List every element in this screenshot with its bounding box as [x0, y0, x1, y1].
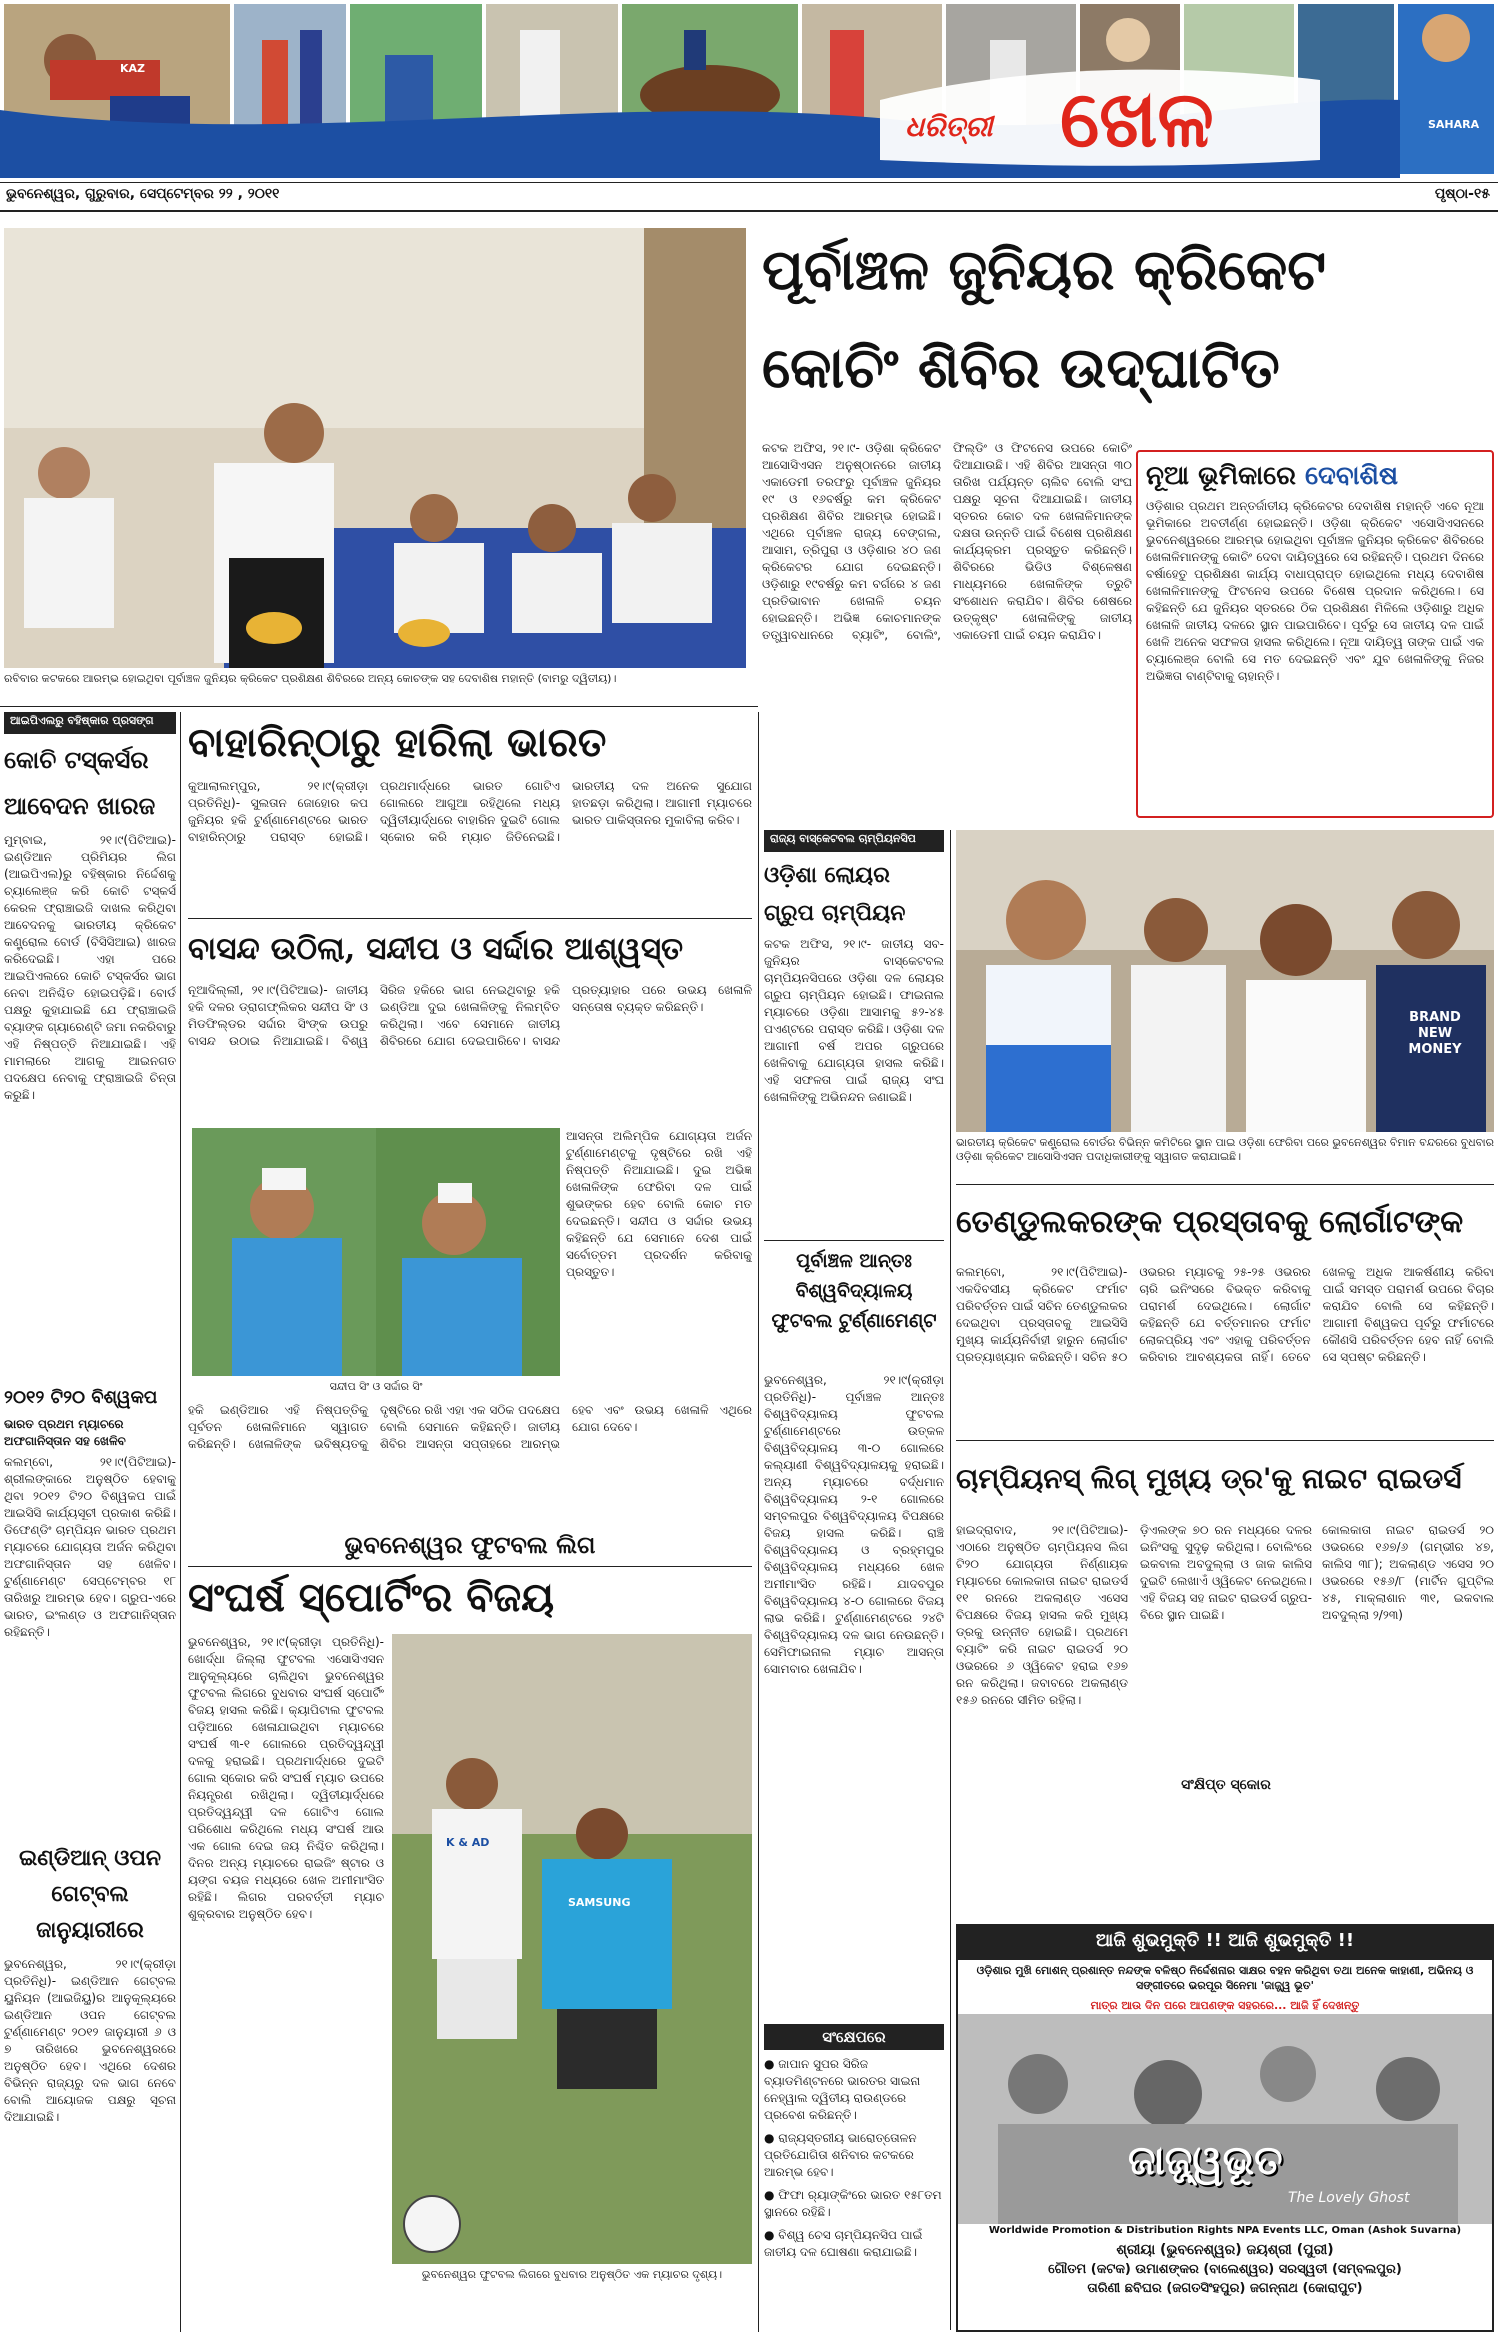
- ad-poster: [958, 2014, 1492, 2224]
- hockey-body: କୁଆଲାଲମ୍ପୁର, ୨୧।୯(କ୍ରୀଡ଼ା ପ୍ରତିନିଧି)- ସୁଲତାନ ଜୋହୋର କପ ଜୁନିୟର ହକି ଟୁର୍ଣ୍ଣାମେଣ୍ଟରେ ଭାରତ ବାହାରିନ୍ଠାରୁ ପରାସ୍ତ ହୋଇଛି। ପ୍ରଥମାର୍ଦ୍ଧରେ ଭାରତ ଗୋଟିଏ ଗୋଲରେ ଆଗୁଆ ରହିଥିଲେ ମଧ୍ୟ ଦ୍ୱିତୀୟାର୍ଦ୍ଧରେ ବାହାରିନ ଦୁଇଟି ଗୋଲ ସ୍କୋର କରି ମ୍ୟାଚ ଜିତିନେଇଛି। ଭାରତୀୟ ଦଳ ଅନେକ ସୁଯୋଗ ହାତଛଡ଼ା କରିଥିଲା। ଆଗାମୀ ମ୍ୟାଚରେ ଭାରତ ପାକିସ୍ତାନର ମୁକାବିଲା କରିବ।: [188, 779, 752, 844]
- dateline: ଭୁବନେଶ୍ୱର, ଗୁରୁବାର, ସେପ୍ଟେମ୍ବର ୨୨ , ୨୦୧୧: [6, 186, 280, 202]
- odisha-lower-body: କଟକ ଅଫିସ, ୨୧।୯- ଜାତୀୟ ସବ-ଜୁନିୟର ବାସ୍କେଟବଲ ଚାମ୍ପିୟନସିପରେ ଓଡ଼ିଶା ଦଳ ଲୋୟର ଗ୍ରୁପ ଚାମ୍ପିୟନ ହୋଇଛି। ଫାଇନାଲ ମ୍ୟାଚରେ ଓଡ଼ିଶା ଆସାମକୁ ୫୨-୪୫ ପଏଣ୍ଟରେ ପରାସ୍ତ କରିଛି। ଓଡ଼ିଶା ଦଳ ଆଗାମୀ ବର୍ଷ ଅପର ଗ୍ରୁପରେ ଖେଳିବାକୁ ଯୋଗ୍ୟତା ହାସଲ କରିଛି। ଏହି ସଫଳତା ପାଇଁ ରାଜ୍ୟ ସଂଘ ଖେଳାଳିଙ୍କୁ ଅଭିନନ୍ଦନ ଜଣାଇଛି।: [764, 937, 944, 1104]
- jersey-text-samsung: SAMSUNG: [568, 1896, 631, 1909]
- football-players-photo: [392, 1634, 752, 2264]
- tendulkar-headline: ତେଣ୍ଡୁଲକରଙ୍କ ପ୍ରସ୍ତାବକୁ ଲୋର୍ଗାଟଙ୍କ: [956, 1204, 1464, 1240]
- tendulkar-body: କଲମ୍ବୋ, ୨୧।୯(ପିଟିଆଇ)- ଏକଦିବସୀୟ କ୍ରିକେଟ ଫର୍ମାଟ ପରିବର୍ତ୍ତନ ପାଇଁ ସଚିନ ତେଣ୍ଡୁଲକର ଦେଇଥିବା ପ୍ରସ୍ତାବକୁ ଆଇସିସି ମୁଖ୍ୟ କାର୍ଯ୍ୟନିର୍ବାହୀ ହାରୁନ ଲୋର୍ଗାଟ ପ୍ରତ୍ୟାଖ୍ୟାନ କରିଛନ୍ତି। ସଚିନ ୫୦ ଓଭରର ମ୍ୟାଚକୁ ୨୫-୨୫ ଓଭରର ଚାରି ଇନିଂସରେ ବିଭକ୍ତ କରିବାକୁ ପରାମର୍ଶ ଦେଇଥିଲେ। ଲୋର୍ଗାଟ କହିଛନ୍ତି ଯେ ବର୍ତ୍ତମାନର ଫର୍ମାଟ ଲୋକପ୍ରିୟ ଏବଂ ଏହାକୁ ପରିବର୍ତ୍ତନ କରିବାର ଆବଶ୍ୟକତା ନାହିଁ। ତେବେ ଖେଳକୁ ଅଧିକ ଆକର୍ଷଣୀୟ କରିବା ପାଇଁ ସମସ୍ତ ପରାମର୍ଶ ଉପରେ ବିଚାର କରାଯିବ ବୋଲି ସେ କହିଛନ୍ତି। ଆଗାମୀ ବିଶ୍ୱକପ ପୂର୍ବରୁ ଫର୍ମାଟରେ କୌଣସି ପରିବର୍ତ୍ତନ ହେବ ନାହିଁ ବୋଲି ସେ ସ୍ପଷ୍ଟ କରିଛନ୍ତି।: [956, 1265, 1494, 1364]
- university-football-body: ଭୁବନେଶ୍ୱର, ୨୧।୯(କ୍ରୀଡ଼ା ପ୍ରତିନିଧି)- ପୂର୍ବାଞ୍ଚଳ ଆନ୍ତଃ ବିଶ୍ୱବିଦ୍ୟାଳୟ ଫୁଟବଲ ଟୁର୍ଣ୍ଣାମେଣ୍ଟରେ ଉତ୍କଳ ବିଶ୍ୱବିଦ୍ୟାଳୟ ୩-୦ ଗୋଲରେ କଲ୍ୟାଣୀ ବିଶ୍ୱବିଦ୍ୟାଳୟକୁ ହରାଇଛି। ଅନ୍ୟ ମ୍ୟାଚରେ ବର୍ଦ୍ଧମାନ ବିଶ୍ୱବିଦ୍ୟାଳୟ ୨-୧ ଗୋଲରେ ସମ୍ବଲପୁର ବିଶ୍ୱବିଦ୍ୟାଳୟ ବିପକ୍ଷରେ ବିଜୟ ହାସଲ କରିଛି। ରାଞ୍ଚି ବିଶ୍ୱବିଦ୍ୟାଳୟ ଓ ବ୍ରହ୍ମପୁର ବିଶ୍ୱବିଦ୍ୟାଳୟ ମଧ୍ୟରେ ଖେଳ ଅମୀମାଂସିତ ରହିଛି। ଯାଦବପୁର ବିଶ୍ୱବିଦ୍ୟାଳୟ ୪-୦ ଗୋଲରେ ବିଜୟ ଲାଭ କରିଛି। ଟୁର୍ଣ୍ଣାମେଣ୍ଟରେ ୨୪ଟି ବିଶ୍ୱବିଦ୍ୟାଳୟ ଦଳ ଭାଗ ନେଉଛନ୍ତି। ସେମିଫାଇନାଲ ମ୍ୟାଚ ଆସନ୍ତା ସୋମବାର ଖେଳାଯିବ।: [764, 1373, 944, 1676]
- odisha-lower-headline-2: ଗ୍ରୁପ ଚାମ୍ପିୟନ: [764, 900, 906, 926]
- col3-rule-1: [764, 1240, 944, 1241]
- lead-rule: [0, 706, 758, 707]
- brief-text: ରାଜ୍ୟସ୍ତରୀୟ ଭାରୋତ୍ତୋଳନ ପ୍ରତିଯୋଗିତା ଶନିବାର କଟକରେ ଆରମ୍ଭ ହେବ।: [764, 2131, 917, 2179]
- col4-rule-1: [956, 1184, 1494, 1185]
- page-number: ପୃଷ୍ଠା-୧୫: [1434, 186, 1490, 202]
- t20-headline: ୨୦୧୨ ଟି୨୦ ବିଶ୍ୱକପ: [4, 1387, 158, 1408]
- lead-headline-line1: ପୂର୍ବାଞ୍ଚଳ ଜୁନିୟର କ୍ରିକେଟ: [762, 237, 1327, 303]
- devashish-box-title: ନୂଆ ଭୂମିକାରେ: [1146, 461, 1296, 491]
- kochi-headline-2: ଆବେଦନ ଖାରଜ: [4, 791, 156, 820]
- col-rule-3: [950, 830, 951, 2330]
- col-rule-2: [758, 712, 759, 2332]
- ad-theaters-3: ତାରିଣୀ ଛବିଘର (ଜଗତସିଂହପୁର) ଜଗନ୍ନାଥ (କୋରାପୁଟ): [1087, 2281, 1363, 2296]
- lead-photo: [4, 228, 746, 668]
- jersey-text-kad: K & AD: [446, 1836, 490, 1849]
- devashish-box: [1136, 450, 1494, 818]
- gateball-headline: ଇଣ୍ଡିଆନ୍ ଓପନ ଗେଟ୍‌ବଲ ଜାନୁୟାରୀରେ: [18, 1845, 162, 1943]
- kkr-body-2: ଡ଼ିଏଲଙ୍କ ୭୦ ରନ ମଧ୍ୟରେ ଦଳର ଇନିଂସକୁ ସୁଦୃଢ଼ କରିଥିଲା। ବୋଲିଂରେ ଇକବାଲ ଅବଦୁଲ୍ଲା ଓ ଜାକ କାଲିସ ଦୁଇଟି ଲେଖାଏଁ ଓ୍ୱିକେଟ ନେଇଥିଲେ। ଏହି ବିଜୟ ସହ ନାଇଟ ରାଇଡର୍ସ ଗ୍ରୁପ-ବିରେ ସ୍ଥାନ ପାଇଛି।: [1140, 1523, 1312, 1622]
- hockey-players-photo: [192, 1128, 560, 1376]
- masthead: [0, 0, 1498, 178]
- lead-photo-caption: ରବିବାର କଟକରେ ଆରମ୍ଭ ହୋଇଥିବା ପୂର୍ବାଞ୍ଚଳ ଜୁନିୟର କ୍ରିକେଟ ପ୍ରଶିକ୍ଷଣ ଶିବିରରେ ଅନ୍ୟ କୋଚଙ୍କ ସହ ଦେବାଶିଷ ମହାନ୍ତି (ବାମରୁ ଦ୍ୱିତୀୟ)।: [4, 672, 617, 685]
- sandeep-photo: [192, 1128, 560, 1376]
- basketball-label: ରାଜ୍ୟ ବାସ୍କେଟବଲ ଚାମ୍ପିୟନସିପ: [764, 830, 944, 852]
- kochi-headline-1: କୋଚି ଟସ୍କର୍ସର: [4, 745, 149, 774]
- movie-ad: [956, 1924, 1494, 2332]
- hockey-headline: ବାହାରିନ୍ଠାରୁ ହାରିଲା ଭାରତ: [188, 719, 607, 766]
- kkr-headline: ଚାମ୍ପିୟନସ୍ ଲିଗ୍ ମୁଖ୍ୟ ଡ୍ର'କୁ ନାଇଟ ରାଇଡର୍ସ: [956, 1462, 1462, 1495]
- brief-item: ● ଫିଫା ର‌୍ୟାଙ୍କିଂରେ ଭାରତ ୧୫୮ତମ ସ୍ଥାନରେ ରହିଛି।: [764, 2188, 942, 2219]
- brand-logo: ଧରିତ୍ରୀ: [905, 110, 993, 143]
- football-league-kicker: ଭୁବନେଶ୍ୱର ଫୁଟବଲ ଲିଗ: [344, 1530, 596, 1559]
- brief-item: ● ରାଜ୍ୟସ୍ତରୀୟ ଭାରୋତ୍ତୋଳନ ପ୍ରତିଯୋଗିତା ଶନିବାର କଟକରେ ଆରମ୍ଭ ହେବ।: [764, 2131, 917, 2179]
- oca-photo: [956, 830, 1494, 1132]
- kicker-rule: [188, 1566, 752, 1567]
- kochi-body: ମୁମ୍ବାଇ, ୨୧।୯(ପିଟିଆଇ)- ଇଣ୍ଡିଆନ ପ୍ରିମିୟର ଲିଗ (ଆଇପିଏଲ)ରୁ ବହିଷ୍କାର ନିର୍ଦ୍ଦେଶକୁ ଚ୍ୟାଲେଞ୍ଜ କରି କୋଚି ଟସ୍କର୍ସ କେରଳ ଫ୍ରାଞ୍ଚାଇଜି ଦାଖଲ କରିଥିବା ଆବେଦନକୁ ଭାରତୀୟ କ୍ରିକେଟ କଣ୍ଟ୍ରୋଲ ବୋର୍ଡ (ବିସିସିଆଇ) ଖାରଜ କରିଦେଇଛି। ଏହା ପରେ ଆଇପିଏଲରେ କୋଚି ଟସ୍କର୍ସର ଭାଗ ନେବା ଅନିଶ୍ଚିତ ହୋଇପଡ଼ିଛି। ବୋର୍ଡ ପକ୍ଷରୁ କୁହାଯାଇଛି ଯେ ଫ୍ରାଞ୍ଚାଇଜି ବ୍ୟାଙ୍କ ଗ୍ୟାରେଣ୍ଟି ଜମା ନକରିବାରୁ ଏହି ନିଷ୍ପତ୍ତି ନିଆଯାଇଛି। ଏହି ମାମଲାରେ ଆଗକୁ ଆଇନଗତ ପଦକ୍ଷେପ ନେବାକୁ ଫ୍ରାଞ୍ଚାଇଜି ଚିନ୍ତା କରୁଛି।: [4, 833, 176, 1102]
- devashish-box-name: ଦେବାଶିଷ: [1304, 461, 1399, 491]
- sandeep-body-3: ହକି ଇଣ୍ଡିଆର ଏହି ନିଷ୍ପତ୍ତିକୁ ପୂର୍ବତନ ଖେଳାଳିମାନେ ସ୍ୱାଗତ କରିଛନ୍ତି। ଖେଳାଳିଙ୍କ ଭବିଷ୍ୟତକୁ ଦୃଷ୍ଟିରେ ରଖି ଏହା ଏକ ସଠିକ ପଦକ୍ଷେପ ବୋଲି ସେମାନେ କହିଛନ୍ତି। ଜାତୀୟ ଶିବିର ଆସନ୍ତା ସପ୍ତାହରେ ଆରମ୍ଭ ହେବ ଏବଂ ଉଭୟ ଖେଳାଳି ଏଥିରେ ଯୋଗ ଦେବେ।: [188, 1403, 752, 1451]
- coaches-photo: [4, 228, 746, 668]
- briefs-title: ସଂକ୍ଷେପରେ: [764, 2024, 944, 2050]
- col4-rule-2: [956, 1440, 1494, 1441]
- ad-credits: Worldwide Promotion & Distribution Rights NPA Events LLC, Oman (Ashok Suvarna): [988, 2225, 1462, 2236]
- ad-movie-title: ଜାଜ୍ଜ୍ୱଭୂତ: [1128, 2137, 1283, 2184]
- briefs-list: [764, 2056, 944, 2332]
- ad-tagline: ଓଡ଼ିଶାର ମୁଖି ମୋଶନ୍ ପ୍ରଶାନ୍ତ ନନ୍ଦଙ୍କ ବଳିଷ୍ଠ ନିର୍ଦ୍ଦେଶନାର ସାକ୍ଷର ବହନ କରିଥିବା ତଥା ଅନେକ କାହାଣୀ, ଅଭିନୟ ଓ ସଙ୍ଗୀତରେ ଭରପୂର ସିନେମା 'ଜାଜ୍ଜ୍ୱ ଭୂତ': [976, 1964, 1474, 1992]
- ipl-label: ଆଇପିଏଲରୁ ବହିଷ୍କାର ପ୍ରସଙ୍ଗ: [4, 712, 176, 734]
- oca-photo-caption: ଭାରତୀୟ କ୍ରିକେଟ କଣ୍ଟ୍ରୋଲ ବୋର୍ଡର ବିଭିନ୍ନ କମିଟିରେ ସ୍ଥାନ ପାଇ ଓଡ଼ିଶା ଫେରିବା ପରେ ଭୁବନେଶ୍ୱର ବିମାନ ବନ୍ଦରରେ ବୁଧବାର ଓଡ଼ିଶା କ୍ରିକେଟ ଆସୋସିଏସନ ପଦାଧିକାରୀଙ୍କୁ ସ୍ୱାଗତ କରାଯାଇଛି।: [956, 1136, 1494, 1163]
- brief-item: ● ବିଶ୍ୱ ଚେସ ଚାମ୍ପିୟନସିପ ପାଇଁ ଜାତୀୟ ଦଳ ଘୋଷଣା କରାଯାଇଛି।: [764, 2228, 923, 2259]
- tshirt-text: BRAND NEW MONEY: [1408, 1010, 1462, 1057]
- ad-movie-subtitle: The Lovely Ghost: [1288, 2190, 1410, 2206]
- col-rule-1: [180, 712, 181, 2332]
- kkr-col-2: [1140, 1522, 1312, 1920]
- university-football-headline: ପୂର୍ବାଞ୍ଚଳ ଆନ୍ତଃ ବିଶ୍ୱବିଦ୍ୟାଳୟ ଫୁଟବଲ ଟୁର୍ଣ୍ଣାମେଣ୍ଟ: [771, 1250, 937, 1332]
- jersey-label: SAHARA: [1428, 118, 1480, 131]
- brief-text: ଜାପାନ ସୁପର ସିରିଜ ବ୍ୟାଡମିଣ୍ଟନରେ ଭାରତର ସାଇନା ନେହ୍‌ୱାଲ ଦ୍ୱିତୀୟ ରାଉଣ୍ଡରେ ପ୍ରବେଶ କରିଛନ୍ତି।: [764, 2057, 921, 2122]
- sandeep-photo-caption: ସନ୍ଦୀପ ସିଂ ଓ ସର୍ଦ୍ଦାର ସିଂ: [329, 1380, 423, 1393]
- lead-body: କଟକ ଅଫିସ, ୨୧।୯- ଓଡ଼ିଶା କ୍ରିକେଟ ଆସୋସିଏସନ ଅନୁଷ୍ଠାନରେ ଜାତୀୟ ଏକାଡେମୀ ତରଫରୁ ପୂର୍ବାଞ୍ଚଳ ଜୁନିୟର ୧୯ ଓ ୧୬ବର୍ଷରୁ କମ କ୍ରିକେଟ ପ୍ରଶିକ୍ଷଣ ଶିବିର ଆରମ୍ଭ ହୋଇଛି। ଏଥିରେ ପୂର୍ବାଞ୍ଚଳ ରାଜ୍ୟ ବେଙ୍ଗଲ, ଆସାମ, ତ୍ରିପୁରା ଓ ଓଡ଼ିଶାର ୪୦ ଜଣ କ୍ରିକେଟର ଯୋଗ ଦେଇଛନ୍ତି। ଓଡ଼ିଶାରୁ ୧୯ବର୍ଷରୁ କମ ବର୍ଗରେ ୪ ଜଣ ପ୍ରତିଭାବାନ ଖେଳାଳି ଚୟନ ହୋଇଛନ୍ତି। ଅଭିଜ୍ଞ କୋଚମାନଙ୍କ ତତ୍ତ୍ୱାବଧାନରେ ବ୍ୟାଟିଂ, ବୋଲିଂ, ଫିଲ୍ଡିଂ ଓ ଫିଟନେସ ଉପରେ କୋଚିଂ ଦିଆଯାଉଛି। ଏହି ଶିବିର ଆସନ୍ତା ୩୦ ତାରିଖ ପର୍ଯ୍ୟନ୍ତ ଚାଲିବ ବୋଲି ସଂଘ ପକ୍ଷରୁ ସୂଚନା ଦିଆଯାଇଛି। ଜାତୀୟ ସ୍ତରର କୋଚ ଦଳ ଖେଳାଳିମାନଙ୍କ ଦକ୍ଷତା ଉନ୍ନତି ପାଇଁ ବିଶେଷ ପ୍ରଶିକ୍ଷଣ କାର୍ଯ୍ୟକ୍ରମ ପ୍ରସ୍ତୁତ କରିଛନ୍ତି। ଶିବିରରେ ଭିଡିଓ ବିଶ୍ଳେଷଣ ମାଧ୍ୟମରେ ଖେଳାଳିଙ୍କ ତ୍ରୁଟି ସଂଶୋଧନ କରାଯିବ। ଶିବିର ଶେଷରେ ଉତ୍କୃଷ୍ଟ ଖେଳାଳିଙ୍କୁ ଜାତୀୟ ଏକାଡେମୀ ପାଇଁ ଚୟନ କରାଯିବ।: [762, 441, 1132, 642]
- sangharsh-body: ଭୁବନେଶ୍ୱର, ୨୧।୯(କ୍ରୀଡ଼ା ପ୍ରତିନିଧି)- ଖୋର୍ଦ୍ଧା ଜିଲ୍ଲା ଫୁଟବଲ ଏସୋସିଏସନ ଆନୁକୂଲ୍ୟରେ ଚାଲିଥିବା ଭୁବନେଶ୍ୱର ଫୁଟବଲ ଲିଗରେ ବୁଧବାର ସଂଘର୍ଷ ସ୍ପୋର୍ଟିଂ ବିଜୟ ହାସଲ କରିଛି। କ୍ୟାପିଟାଲ ଫୁଟବଲ ପଡ଼ିଆରେ ଖେଳାଯାଇଥିବା ମ୍ୟାଚରେ ସଂଘର୍ଷ ୩-୧ ଗୋଲରେ ପ୍ରତିଦ୍ୱନ୍ଦ୍ୱୀ ଦଳକୁ ହରାଇଛି। ପ୍ରଥମାର୍ଦ୍ଧରେ ଦୁଇଟି ଗୋଲ ସ୍କୋର କରି ସଂଘର୍ଷ ମ୍ୟାଚ ଉପରେ ନିୟନ୍ତ୍ରଣ ରଖିଥିଲା। ଦ୍ୱିତୀୟାର୍ଦ୍ଧରେ ପ୍ରତିଦ୍ୱନ୍ଦ୍ୱୀ ଦଳ ଗୋଟିଏ ଗୋଲ ପରିଶୋଧ କରିଥିଲେ ମଧ୍ୟ ସଂଘର୍ଷ ଆଉ ଏକ ଗୋଲ ଦେଇ ଜୟ ନିଶ୍ଚିତ କରିଥିଲା। ଦିନର ଅନ୍ୟ ମ୍ୟାଚରେ ରାଇଜିଂ ଷ୍ଟାର ଓ ୟଙ୍ଗ ବୟଜ ମଧ୍ୟରେ ଖେଳ ଅମୀମାଂସିତ ରହିଛି। ଲିଗର ପରବର୍ତ୍ତୀ ମ୍ୟାଚ ଶୁକ୍ରବାର ଅନୁଷ୍ଠିତ ହେବ।: [188, 1635, 384, 1921]
- sandeep-body-2: ଆସନ୍ତା ଅଲିମ୍ପିକ ଯୋଗ୍ୟତା ଅର୍ଜନ ଟୁର୍ଣ୍ଣାମେଣ୍ଟକୁ ଦୃଷ୍ଟିରେ ରଖି ଏହି ନିଷ୍ପତ୍ତି ନିଆଯାଇଛି। ଦୁଇ ଅଭିଜ୍ଞ ଖେଳାଳିଙ୍କ ଫେରିବା ଦଳ ପାଇଁ ଶୁଭଙ୍କର ହେବ ବୋଲି କୋଚ ମତ ଦେଇଛନ୍ତି। ସନ୍ଦୀପ ଓ ସର୍ଦ୍ଦାର ଉଭୟ କହିଛନ୍ତି ଯେ ସେମାନେ ଦେଶ ପାଇଁ ସର୍ବୋତ୍ତମ ପ୍ରଦର୍ଶନ କରିବାକୁ ପ୍ରସ୍ତୁତ।: [566, 1129, 752, 1279]
- lead-headline-line2: କୋଚିଂ ଶିବିର ଉଦ୍‌ଘାଟିତ: [762, 335, 1280, 401]
- brief-item: ● ଜାପାନ ସୁପର ସିରିଜ ବ୍ୟାଡମିଣ୍ଟନରେ ଭାରତର ସାଇନା ନେହ୍‌ୱାଲ ଦ୍ୱିତୀୟ ରାଉଣ୍ଡରେ ପ୍ରବେଶ କରିଛନ୍ତି।: [764, 2057, 921, 2122]
- ad-theaters-2: ଗୌତମ (କଟକ) ଉମାଶଙ୍କର (ବାଲେଶ୍ୱର) ସରସ୍ୱତୀ (ସମ୍ବଲପୁର): [1048, 2262, 1402, 2277]
- sandeep-headline: ବାସନ୍ଦ ଉଠିଲା, ସନ୍ଦୀପ ଓ ସର୍ଦ୍ଦାର ଆଶ୍ୱସ୍ତ: [188, 931, 684, 967]
- kkr-body-1: ହାଇଦ୍ରାବାଦ, ୨୧।୯(ପିଟିଆଇ)- ଏଠାରେ ଅନୁଷ୍ଠିତ ଚାମ୍ପିୟନସ ଲିଗ ଟି୨୦ ଯୋଗ୍ୟତା ନିର୍ଣ୍ଣାୟକ ମ୍ୟାଚରେ କୋଲକାତା ନାଇଟ ରାଇଡର୍ସ ୧୧ ରନରେ ଅକଲାଣ୍ଡ ଏସେସ ବିପକ୍ଷରେ ବିଜୟ ହାସଲ କରି ମୁଖ୍ୟ ଡ୍ରକୁ ଉନ୍ନୀତ ହୋଇଛି। ପ୍ରଥମେ ବ୍ୟାଟିଂ କରି ନାଇଟ ରାଇଡର୍ସ ୨୦ ଓଭରରେ ୬ ଓ୍ୱିକେଟ ହରାଇ ୧୬୭ ରନ କରିଥିଲା। ଜବାବରେ ଅକଲାଣ୍ଡ ୧୫୬ ରନରେ ସୀମିତ ରହିଲା।: [956, 1523, 1128, 1707]
- sangharsh-headline: ସଂଘର୍ଷ ସ୍ପୋର୍ଟିଂର ବିଜୟ: [188, 1574, 555, 1621]
- ad-header: ଆଜି ଶୁଭମୁକ୍ତି !! ଆଜି ଶୁଭମୁକ୍ତି !!: [958, 1926, 1492, 1960]
- odisha-lower-headline-1: ଓଡ଼ିଶା ଲୋୟର: [764, 862, 890, 888]
- devashish-box-body: ଓଡ଼ିଶାର ପ୍ରଥମ ଅନ୍ତର୍ଜାତୀୟ କ୍ରିକେଟର ଦେବାଶିଷ ମହାନ୍ତି ଏବେ ନୂଆ ଭୂମିକାରେ ଅବତୀର୍ଣ୍ଣ ହୋଇଛନ୍ତି। ଓଡ଼ିଶା କ୍ରିକେଟ ଏସୋସିଏସନରେ ଭୁବନେଶ୍ୱରରେ ଆରମ୍ଭ ହୋଇଥିବା ପୂର୍ବାଞ୍ଚଳ ଜୁନିୟର କ୍ରିକେଟ ଶିବିରରେ ଖେଳାଳିମାନଙ୍କୁ କୋଚିଂ ଦେବା ଦାୟିତ୍ୱରେ ସେ ରହିଛନ୍ତି। ପ୍ରଥମ ଦିନରେ ବର୍ଷାହେତୁ ପ୍ରଶିକ୍ଷଣ କାର୍ଯ୍ୟ ବାଧାପ୍ରାପ୍ତ ହୋଇଥିଲେ ମଧ୍ୟ ଦେବାଶିଷ ଖେଳାଳିମାନଙ୍କୁ ଫିଟନେସ ଉପରେ ବିଶେଷ ପ୍ରଦାନ କରିଥିଲେ। ସେ କହିଛନ୍ତି ଯେ ଜୁନିୟର ସ୍ତରରେ ଠିକ ପ୍ରଶିକ୍ଷଣ ମିଳିଲେ ଓଡ଼ିଶାରୁ ଅଧିକ ଖେଳାଳି ଜାତୀୟ ଦଳରେ ସ୍ଥାନ ପାଇପାରିବେ। ପୂର୍ବରୁ ସେ ଜାତୀୟ ଦଳ ପାଇଁ ଖେଳି ଅନେକ ସଫଳତା ହାସଲ କରିଥିଲେ। ନୂଆ ଦାୟିତ୍ୱ ତାଙ୍କ ପାଇଁ ଏକ ଚ୍ୟାଲେଞ୍ଜ ବୋଲି ସେ ମତ ଦେଇଛନ୍ତି ଏବଂ ଯୁବ ଖେଳାଳିଙ୍କୁ ନିଜର ଅଭିଜ୍ଞତା ବାଣ୍ଟିବାକୁ ଚାହାନ୍ତି।: [1146, 499, 1484, 683]
- section-title: ଖେଳ: [1060, 74, 1214, 165]
- ad-tagline-2: ମାତ୍ର ଆଉ ଦିନ ପରେ ଆପଣଙ୍କ ସହରରେ... ଆଜି ହିଁ ଦେଖନ୍ତୁ: [1090, 1999, 1360, 2012]
- wrestler-label: KAZ: [120, 62, 146, 75]
- football-photo-caption: ଭୁବନେଶ୍ୱର ଫୁଟବଲ ଲିଗରେ ବୁଧବାର ଅନୁଷ୍ଠିତ ଏକ ମ୍ୟାଚର ଦୃଶ୍ୟ।: [421, 2268, 723, 2281]
- officials-photo: [956, 830, 1494, 1132]
- t20-subhead: ଭାରତ ପ୍ରଥମ ମ୍ୟାଚରେ ଅଫଗାନିସ୍ତାନ ସହ ଖେଳିବ: [4, 1417, 126, 1448]
- gateball-body: ଭୁବନେଶ୍ୱର, ୨୧।୯(କ୍ରୀଡ଼ା ପ୍ରତିନିଧି)- ଇଣ୍ଡିଆନ ଗେଟ୍‌ବଲ ୟୁନିୟନ (ଆଇଜିୟୁ)ର ଆନୁକୂଲ୍ୟରେ ଇଣ୍ଡିଆନ ଓପନ ଗେଟ୍‌ବଲ ଟୁର୍ଣ୍ଣାମେଣ୍ଟ ୨୦୧୨ ଜାନୁୟାରୀ ୬ ଓ ୭ ତାରିଖରେ ଭୁବନେଶ୍ୱରରେ ଅନୁଷ୍ଠିତ ହେବ। ଏଥିରେ ଦେଶର ବିଭିନ୍ନ ରାଜ୍ୟରୁ ଦଳ ଭାଗ ନେବେ ବୋଲି ଆୟୋଜକ ପକ୍ଷରୁ ସୂଚନା ଦିଆଯାଇଛି।: [4, 1957, 176, 2124]
- kkr-score: କୋଲକାତା ନାଇଟ ରାଇଡର୍ସ ୨୦ ଓଭରରେ ୧୬୭/୬ (ଗମ୍ଭୀର ୪୭, କାଲିସ ୩୮); ଅକଲାଣ୍ଡ ଏସେସ ୨୦ ଓଭରରେ ୧୫୬/୮ (ମାର୍ଟିନ ଗୁପ୍ଟିଲ ୪୫, ମାକ୍ଲାଶାନ ୩୧, ଇକବାଲ ଅବଦୁଲ୍ଲା ୨/୨୩): [1322, 1523, 1494, 1622]
- sandeep-body-1: ନୂଆଦିଲ୍ଲୀ, ୨୧।୯(ପିଟିଆଇ)- ଜାତୀୟ ହକି ଦଳର ଡ୍ରାଗଫ୍ଲିକର ସନ୍ଦୀପ ସିଂ ଓ ମିଡଫିଲ୍ଡର ସର୍ଦ୍ଦାର ସିଂଙ୍କ ଉପରୁ ବାସନ୍ଦ ଉଠାଇ ନିଆଯାଇଛି। ବିଶ୍ୱ ସିରିଜ ହକିରେ ଭାଗ ନେଇଥିବାରୁ ହକି ଇଣ୍ଡିଆ ଦୁଇ ଖେଳାଳିଙ୍କୁ ନିଲମ୍ବିତ କରିଥିଲା। ଏବେ ସେମାନେ ଜାତୀୟ ଶିବିରରେ ଯୋଗ ଦେଇପାରିବେ। ବାସନ୍ଦ ପ୍ରତ୍ୟାହାର ପରେ ଉଭୟ ଖେଳାଳି ସନ୍ତୋଷ ବ୍ୟକ୍ତ କରିଛନ୍ତି।: [188, 983, 752, 1048]
- brief-text: ବିଶ୍ୱ ଚେସ ଚାମ୍ପିୟନସିପ ପାଇଁ ଜାତୀୟ ଦଳ ଘୋଷଣା କରାଯାଇଛି।: [764, 2228, 923, 2259]
- hockey-rule: [188, 918, 752, 919]
- ad-theaters-1: ଶ୍ରୀୟା (ଭୁବନେଶ୍ୱର) ଜୟଶ୍ରୀ (ପୁରୀ): [1116, 2242, 1334, 2258]
- football-photo: [392, 1634, 752, 2264]
- dateline-rule-top: [0, 182, 1498, 183]
- dateline-rule-bottom: [0, 210, 1498, 212]
- score-title: ସଂକ୍ଷିପ୍ତ ସ୍କୋର: [1181, 1777, 1271, 1793]
- t20-body: କଲମ୍ବୋ, ୨୧।୯(ପିଟିଆଇ)- ଶ୍ରୀଲଙ୍କାରେ ଅନୁଷ୍ଠିତ ହେବାକୁ ଥିବା ୨୦୧୨ ଟି୨୦ ବିଶ୍ୱକପ ପାଇଁ ଆଇସିସି କାର୍ଯ୍ୟସୂଚୀ ପ୍ରକାଶ କରିଛି। ଡିଫେଣ୍ଡିଂ ଚାମ୍ପିୟନ ଭାରତ ପ୍ରଥମ ମ୍ୟାଚରେ ଯୋଗ୍ୟତା ଅର୍ଜନ କରିଥିବା ଅଫଗାନିସ୍ତାନ ସହ ଖେଳିବ। ଟୁର୍ଣ୍ଣାମେଣ୍ଟ ସେପ୍ଟେମ୍ବର ୧୮ ତାରିଖରୁ ଆରମ୍ଭ ହେବ। ଗ୍ରୁପ-ଏରେ ଭାରତ, ଇଂଲଣ୍ଡ ଓ ଅଫଗାନିସ୍ତାନ ରହିଛନ୍ତି।: [4, 1455, 176, 1639]
- brief-text: ଫିଫା ର‌୍ୟାଙ୍କିଂରେ ଭାରତ ୧୫୮ତମ ସ୍ଥାନରେ ରହିଛି।: [764, 2188, 942, 2219]
